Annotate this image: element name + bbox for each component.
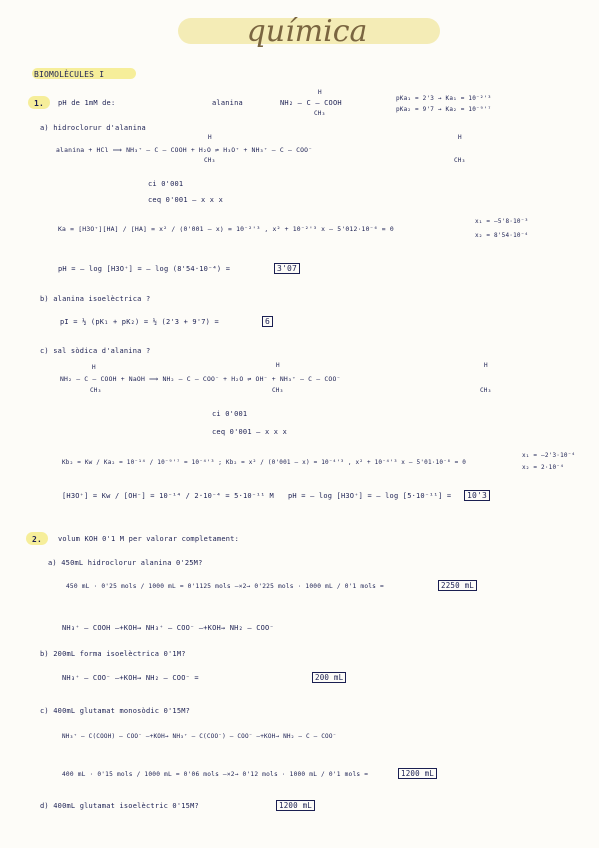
q1c-h3: H [484, 362, 488, 369]
q2a-answer: 2250 mL [438, 580, 477, 591]
q1a-equation: alanina + HCl ⟹ NH₃⁺ — C — COOH + H₂O ⇌ H₃O⁺ + NH₃⁺ — C — COO⁻ [56, 146, 313, 154]
q1a-answer: 3'07 [274, 263, 300, 274]
q2d-label: d) 400mL glutamat isoelèctric 0'15M? [40, 802, 199, 810]
q1c-h3o: [H3O⁺] = Kw / [OH⁻] = 10⁻¹⁴ / 2·10⁻⁴ = 5·10⁻¹¹ M [62, 492, 274, 500]
q1c-ch3-1: CH₃ [90, 387, 102, 394]
q1-number: 1. [34, 99, 45, 108]
q1b-pi: pI = ½ (pK₁ + pK₂) = ½ (2'3 + 9'7) = [60, 318, 219, 326]
q1c-ch3-2: CH₃ [272, 387, 284, 394]
q1a-ka-expression: Ka = [H3O⁺][HA] / [HA] = x² / (0'001 – x) = 10⁻²'³ , x² + 10⁻²'³ x – 5'012·10⁻⁶ = 0 [58, 225, 394, 233]
q1c-row-equilibrium: ceq 0'001 – x x x [212, 428, 288, 436]
q1c-equation: NH₂ — C — COOH + NaOH ⟹ NH₂ — C — COO⁻ + H₂O ⇌ OH⁻ + NH₃⁺ — C — COO⁻ [60, 375, 341, 383]
q2b-label: b) 200mL forma isoelèctrica 0'1M? [40, 650, 186, 658]
q1a-ch3-2: CH₃ [454, 157, 466, 164]
q2-number: 2. [32, 535, 43, 544]
q2c-label: c) 400mL glutamat monosòdic 0'15M? [40, 707, 191, 715]
q2c-sequence: NH₃⁺ — C(COOH) — COO⁻ —+KOH→ NH₃⁺ — C(COO⁻) — COO⁻ —+KOH→ NH₂ — C — COO⁻ [62, 733, 337, 740]
q2-heading: volum KOH 0'1 M per valorar completament: [58, 535, 239, 543]
q1c-h2: H [276, 362, 280, 369]
q1a-label: a) hidroclorur d'alanina [40, 124, 146, 132]
q1-struct-ch3: CH₃ [314, 110, 326, 117]
q2a-calculation: 450 mL · 0'25 mols / 1000 mL = 0'1125 mols —×2→ 0'225 mols · 1000 mL / 0'1 mols = [66, 583, 384, 590]
q1c-answer: 10'3 [464, 490, 490, 501]
q1a-h2: H [458, 134, 462, 141]
q1c-ph: pH = – log [H3O⁺] = – log [5·10⁻¹¹] = [288, 492, 452, 500]
q1a-row-initial: ci 0'001 [148, 180, 184, 188]
q2a-sequence: NH₃⁺ — COOH —+KOH→ NH₃⁺ — COO⁻ —+KOH→ NH₂ — COO⁻ [62, 624, 274, 632]
q2c-answer: 1200 mL [398, 768, 437, 779]
q2b-answer: 200 mL [312, 672, 346, 683]
q1c-label: c) sal sòdica d'alanina ? [40, 347, 151, 355]
q1a-root1: x₁ = –5'8·10⁻³ [475, 218, 529, 225]
q1-pka2: pKa₂ = 9'7 → Ka₂ = 10⁻⁹'⁷ [396, 106, 492, 113]
section-heading: BIOMOLÈCULES I [34, 70, 105, 79]
q2a-label: a) 450mL hidroclorur alanina 0'25M? [48, 559, 203, 567]
q1-heading: pH de 1mM de: [58, 99, 116, 107]
q1c-h1: H [92, 364, 96, 371]
q2c-calculation: 400 mL · 0'15 mols / 1000 mL = 0'06 mols —×2→ 0'12 mols · 1000 mL / 0'1 mols = [62, 771, 369, 778]
q1c-row-initial: ci 0'001 [212, 410, 248, 418]
q1b-answer: 6 [262, 316, 273, 327]
q1c-root1: x₁ = –2'3·10⁻⁴ [522, 452, 576, 459]
q1-compound: alanina [212, 99, 243, 107]
q1a-ph: pH = – log [H3O⁺] = – log (8'54·10⁻⁴) = [58, 265, 231, 273]
q1b-label: b) alanina isoelèctrica ? [40, 295, 151, 303]
q2d-answer: 1200 mL [276, 800, 315, 811]
q1a-h1: H [208, 134, 212, 141]
q1a-root2: x₂ = 8'54·10⁻⁴ [475, 232, 529, 239]
q1a-ch3-1: CH₃ [204, 157, 216, 164]
q2b-sequence: NH₃⁺ — COO⁻ —+KOH→ NH₂ — COO⁻ = [62, 674, 199, 682]
q1-structure: NH₂ — C — COOH [280, 99, 342, 107]
q1-pka1: pKa₁ = 2'3 → Ka₁ = 10⁻²'³ [396, 95, 492, 102]
q1a-row-equilibrium: ceq 0'001 – x x x [148, 196, 224, 204]
q1c-ch3-3: CH₃ [480, 387, 492, 394]
page-title: química [246, 14, 368, 49]
q1c-root2: x₂ = 2·10⁻⁴ [522, 464, 564, 471]
q1-struct-h: H [318, 89, 322, 96]
q1c-kb-expression: Kb₂ = Kw / Ka₂ = 10⁻¹⁴ / 10⁻⁹'⁷ = 10⁻⁴'³ ; Kb₂ = x² / (0'001 – x) = 10⁻⁴'³ , x² + 10⁻⁴'³ x – 5'01·10⁻⁸ = 0 [62, 459, 467, 466]
